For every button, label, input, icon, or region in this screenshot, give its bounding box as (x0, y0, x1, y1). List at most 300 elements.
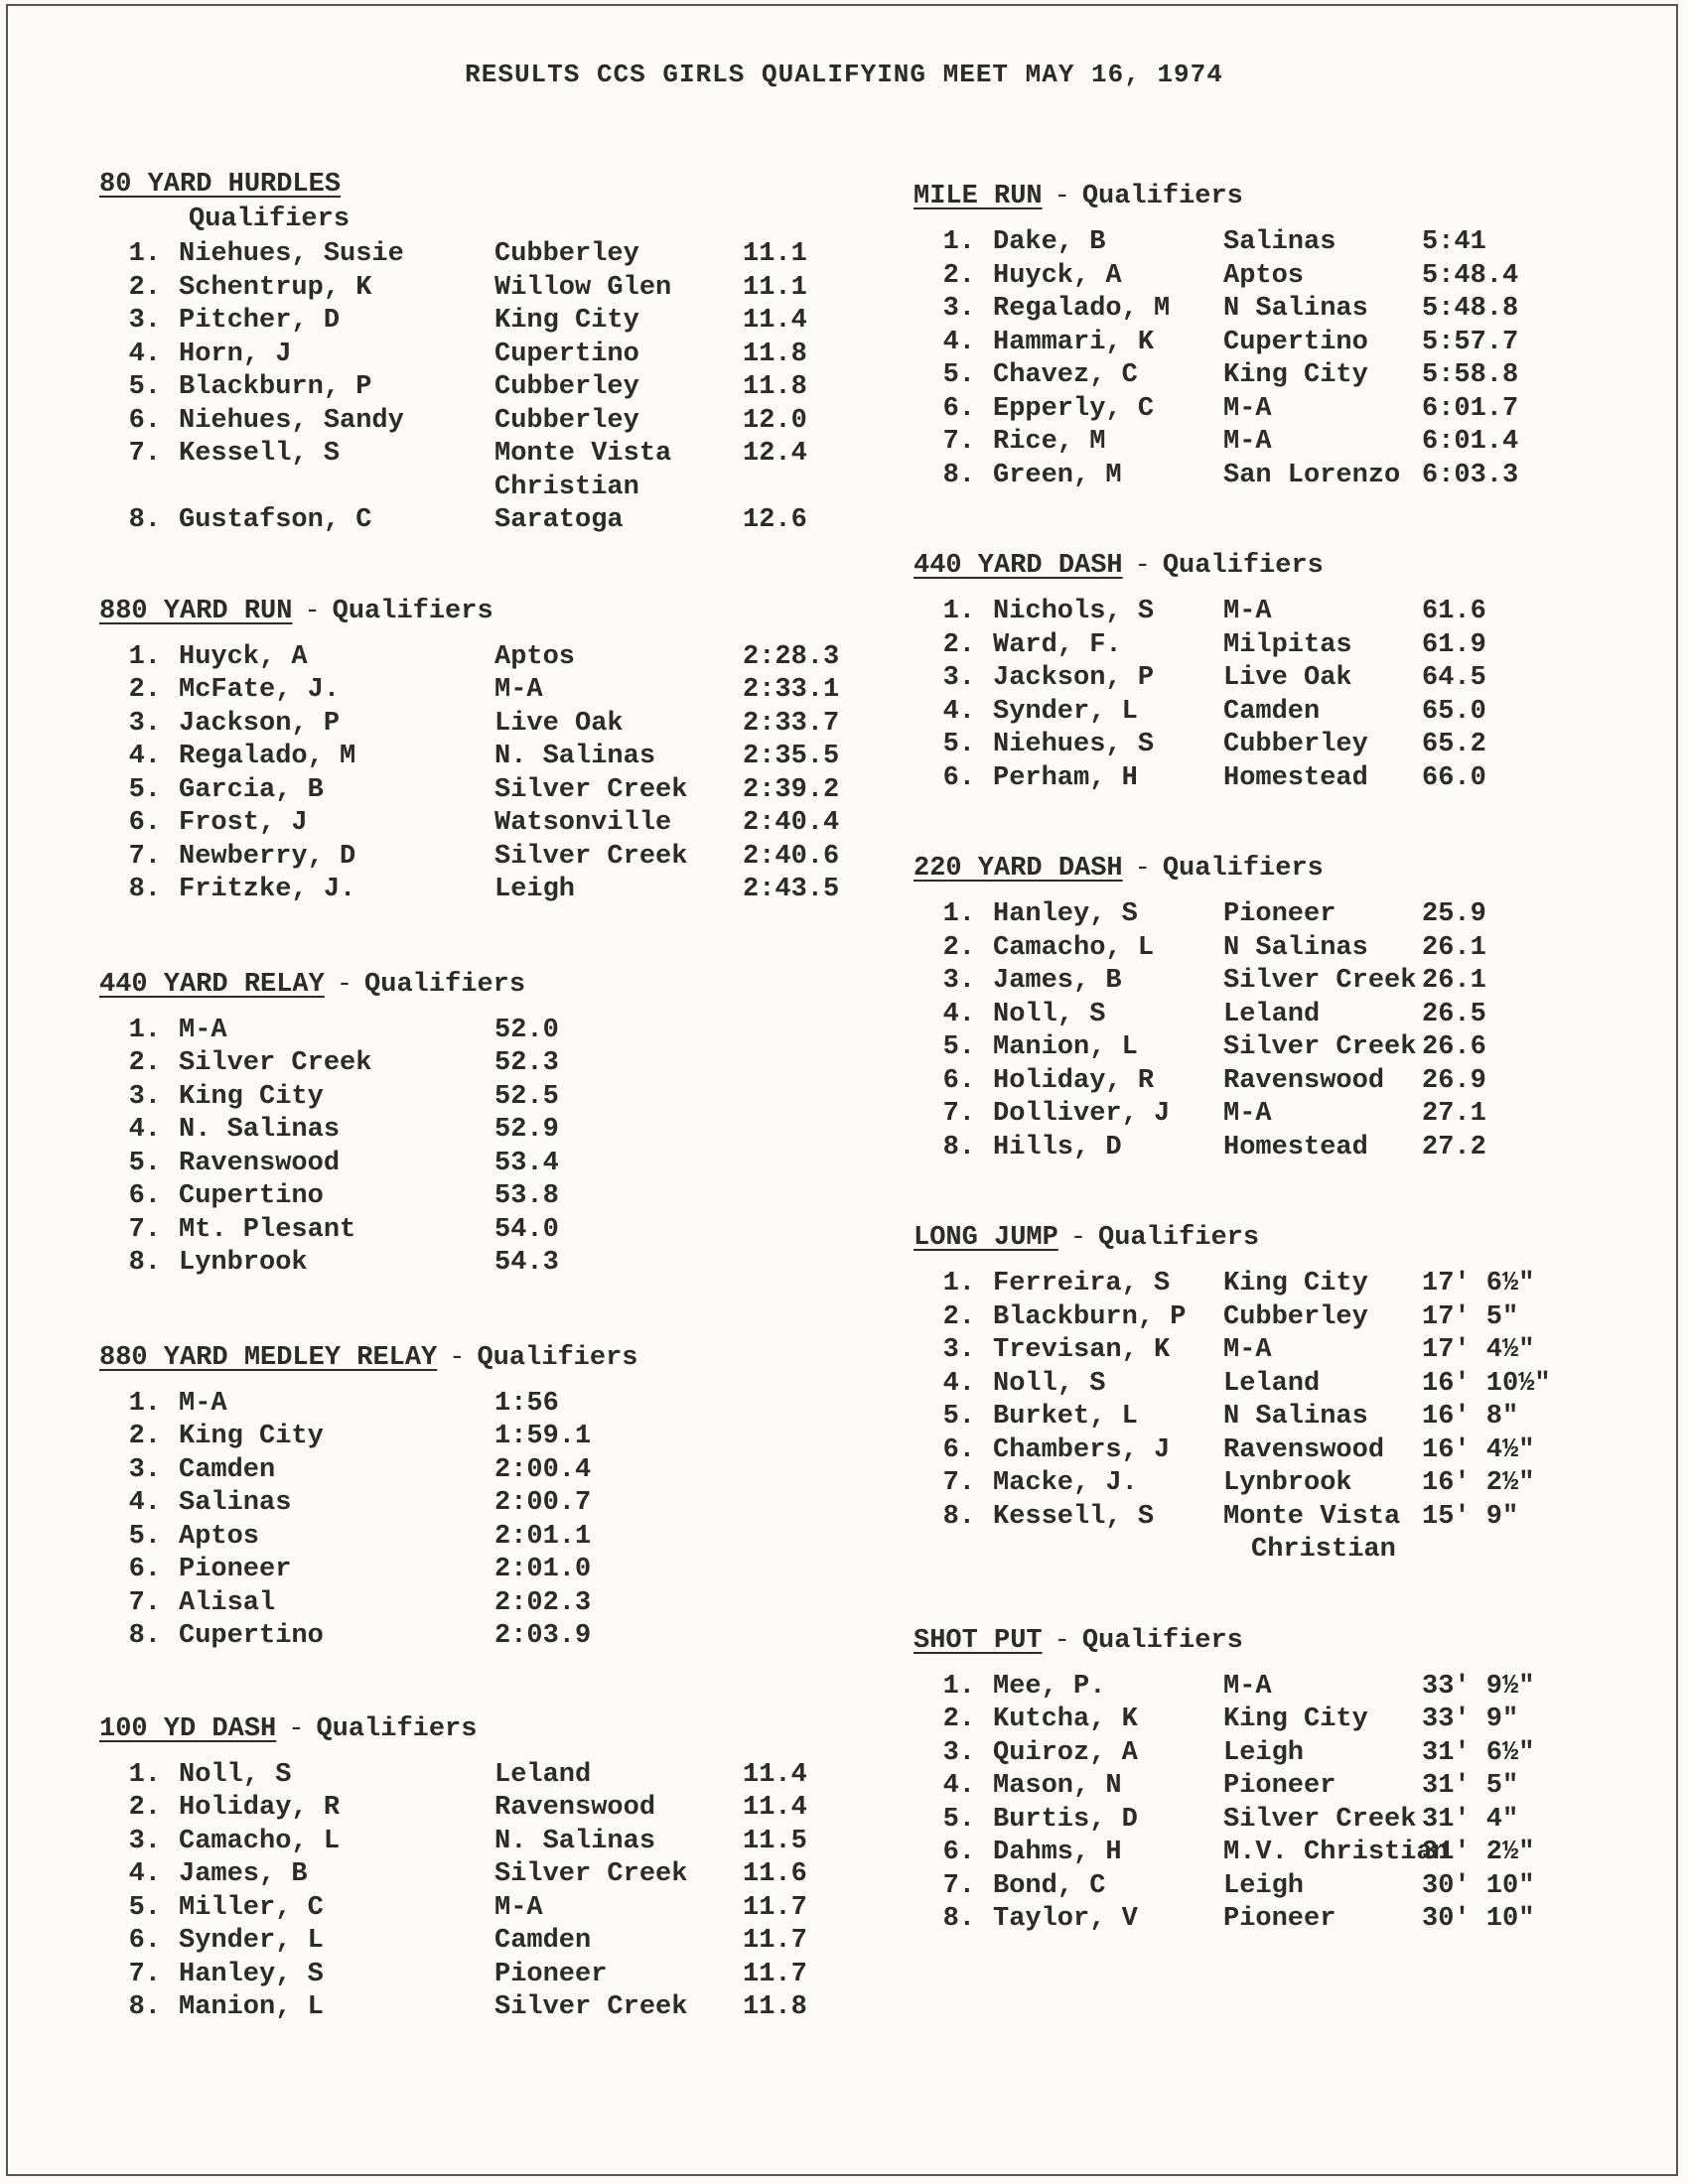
result-school: Camden (179, 1454, 276, 1485)
result-row (99, 774, 854, 808)
result-school: Camden (494, 1926, 592, 1956)
event-separator: - (288, 1713, 305, 1744)
result-mark: 12.6 (743, 505, 807, 535)
event-220-yard-dash (914, 851, 1638, 1164)
result-row (914, 1434, 1638, 1468)
result-mark: 5:57.7 (1422, 327, 1519, 357)
event-header (914, 548, 1638, 584)
result-place: 5. (128, 372, 161, 402)
result-row (914, 293, 1638, 327)
result-mark: 52.5 (494, 1081, 559, 1112)
result-school: Silver Creek (1223, 966, 1417, 996)
result-mark: 26.6 (1422, 1032, 1486, 1062)
result-school: Live Oak (494, 708, 624, 739)
event-header (914, 179, 1638, 214)
result-row (914, 1704, 1638, 1737)
result-place: 3. (942, 1737, 975, 1768)
result-mark: 5:58.8 (1422, 360, 1519, 390)
result-place: 1. (128, 641, 161, 672)
event-name: 880 YARD RUN (99, 596, 293, 626)
result-mark: 11.6 (743, 1859, 807, 1889)
result-mark: 31' 2½" (1422, 1838, 1535, 1867)
result-school: Ravenswood (1223, 1434, 1385, 1465)
result-athlete: Camacho, L (993, 932, 1155, 963)
results-list (99, 1015, 854, 1281)
result-place: 5. (128, 1892, 161, 1923)
result-row (99, 438, 854, 472)
result-place: 2. (942, 1705, 975, 1734)
result-row (99, 1015, 854, 1048)
result-athlete: Blackburn, P (179, 372, 372, 402)
result-athlete: Mee, P. (993, 1671, 1106, 1702)
result-row (914, 629, 1638, 663)
result-mark: 26.1 (1422, 966, 1486, 996)
result-place: 1. (942, 1269, 975, 1298)
result-athlete: Holiday, R (179, 1793, 341, 1823)
result-mark: 16' 2½" (1422, 1468, 1535, 1498)
result-place: 3. (942, 663, 975, 693)
result-school-line2: Christian (494, 472, 639, 502)
result-school: Aptos (494, 641, 576, 672)
result-school: Cubberley (494, 372, 639, 402)
result-athlete: Synder, L (179, 1926, 324, 1956)
result-row (99, 1959, 854, 1992)
event-qualifiers-label: Qualifiers (1081, 182, 1243, 211)
result-place: 4. (128, 339, 161, 369)
result-school: Live Oak (1223, 663, 1352, 693)
result-athlete: Camacho, L (179, 1826, 341, 1856)
result-place: 6. (128, 1926, 161, 1956)
result-school: Cubberley (1223, 1301, 1368, 1332)
result-school: Leigh (1223, 1870, 1305, 1901)
result-place: 2. (128, 675, 161, 705)
result-athlete: Fritzke, J. (179, 875, 356, 904)
result-row (99, 1892, 854, 1926)
result-athlete: Noll, S (993, 1368, 1106, 1399)
result-place: 2. (128, 1048, 161, 1078)
result-row (914, 1401, 1638, 1434)
result-place: 8. (942, 460, 975, 490)
event-header (99, 167, 854, 203)
result-athlete: Manion, L (993, 1032, 1138, 1062)
result-place: 4. (942, 327, 975, 357)
results-list (99, 1388, 854, 1654)
result-athlete: Ward, F. (993, 629, 1122, 660)
event-name: 440 YARD RELAY (99, 969, 325, 1000)
result-athlete: Hammari, K (993, 327, 1155, 357)
result-place: 7. (128, 841, 161, 872)
spacer (169, 472, 494, 505)
result-mark: 11.7 (743, 1892, 807, 1923)
result-mark: 5:48.4 (1422, 260, 1519, 291)
result-school: Silver Creek (179, 1048, 372, 1078)
result-row (914, 1671, 1638, 1705)
result-school: Leigh (494, 875, 576, 904)
result-row (99, 1759, 854, 1793)
event-mile-run (914, 179, 1638, 492)
event-header (99, 1711, 854, 1747)
result-place: 1. (942, 1671, 975, 1702)
event-separator: - (1054, 182, 1070, 211)
result-athlete: Kutcha, K (993, 1705, 1138, 1734)
event-80-yard-hurdles (99, 167, 854, 538)
result-place: 8. (128, 1248, 161, 1278)
result-athlete: Green, M (993, 460, 1122, 490)
result-school: M-A (179, 1388, 227, 1419)
result-place: 3. (942, 1335, 975, 1365)
result-school: Cupertino (1223, 327, 1368, 357)
result-school: Cubberley (494, 239, 639, 269)
result-school: Pioneer (179, 1555, 292, 1584)
event-separator: - (304, 596, 321, 626)
result-row (99, 807, 854, 841)
event-qualifiers-label: Qualifiers (1081, 1625, 1243, 1656)
result-row (914, 696, 1638, 730)
result-place: 6. (942, 1434, 975, 1465)
result-school: Homestead (1223, 1132, 1368, 1162)
result-school: Cubberley (1223, 730, 1368, 759)
result-athlete: Bond, C (993, 1870, 1106, 1901)
result-school: Monte Vista (1223, 1501, 1401, 1532)
result-mark: 11.4 (743, 1759, 807, 1790)
result-mark: 2:01.1 (494, 1521, 592, 1552)
result-mark: 31' 5" (1422, 1771, 1519, 1801)
result-school: Leigh (1223, 1737, 1305, 1768)
result-row (99, 1991, 854, 2025)
result-athlete: Macke, J. (993, 1468, 1138, 1498)
result-place: 2. (942, 1301, 975, 1332)
result-row (99, 504, 854, 538)
result-school: Lynbrook (179, 1248, 308, 1278)
result-school: M-A (494, 675, 543, 705)
result-mark: 25.9 (1422, 899, 1486, 929)
result-mark: 17' 4½" (1422, 1335, 1535, 1365)
result-athlete: Regalado, M (179, 742, 356, 771)
result-school: N. Salinas (179, 1115, 341, 1145)
result-school: King City (179, 1081, 324, 1112)
result-mark: 6:01.4 (1422, 427, 1519, 457)
result-mark: 1:56 (494, 1388, 559, 1419)
result-place: 5. (128, 1521, 161, 1552)
result-mark: 2:00.7 (494, 1488, 592, 1518)
event-100-yd-dash (99, 1711, 854, 2025)
result-row (99, 741, 854, 774)
result-mark: 26.1 (1422, 932, 1486, 963)
result-place: 4. (128, 1859, 161, 1889)
result-row (914, 1334, 1638, 1368)
result-school: M-A (1223, 427, 1272, 457)
event-qualifiers-label: Qualifiers (1098, 1223, 1260, 1253)
result-athlete: Huyck, A (993, 260, 1122, 291)
result-school: Ravenswood (179, 1148, 341, 1178)
result-mark: 2:40.4 (743, 808, 840, 838)
result-row (99, 1047, 854, 1081)
result-athlete: Hills, D (993, 1132, 1122, 1162)
result-row (99, 1180, 854, 1214)
result-school: Ravenswood (494, 1793, 656, 1823)
result-athlete: Perham, H (993, 762, 1138, 793)
result-mark: 61.6 (1422, 597, 1486, 626)
event-header (914, 851, 1638, 887)
result-place: 2. (128, 272, 161, 303)
result-athlete: Ferreira, S (993, 1269, 1171, 1298)
result-athlete: Chavez, C (993, 360, 1138, 390)
result-row (914, 1870, 1638, 1904)
result-place: 7. (942, 1468, 975, 1498)
result-row (914, 999, 1638, 1032)
result-place: 1. (942, 597, 975, 626)
result-athlete: Chambers, J (993, 1434, 1171, 1465)
result-school: Lynbrook (1223, 1468, 1352, 1498)
result-mark: 12.0 (743, 405, 807, 436)
event-long-jump (914, 1220, 1638, 1568)
result-place: 5. (942, 1032, 975, 1062)
result-row-continuation (99, 472, 854, 505)
result-place: 2. (942, 932, 975, 963)
result-row (99, 708, 854, 742)
result-row (914, 729, 1638, 762)
result-athlete: Regalado, M (993, 294, 1171, 324)
result-athlete: Quiroz, A (993, 1737, 1138, 1768)
results-list (914, 226, 1638, 492)
result-row (99, 1587, 854, 1621)
result-school: Silver Creek (1223, 1804, 1417, 1835)
result-row (914, 226, 1638, 260)
result-athlete: Garcia, B (179, 774, 324, 805)
result-mark: 52.9 (494, 1115, 559, 1145)
event-separator: - (336, 969, 353, 1000)
result-place: 3. (128, 1826, 161, 1856)
result-mark: 2:03.9 (494, 1621, 592, 1651)
result-row (914, 260, 1638, 294)
result-place: 3. (128, 306, 161, 336)
result-place: 6. (128, 1555, 161, 1584)
result-school: M-A (1223, 597, 1272, 626)
result-school: M-A (494, 1892, 543, 1923)
event-qualifiers-label: Qualifiers (332, 596, 493, 626)
result-row (914, 460, 1638, 493)
result-mark: 2:40.6 (743, 841, 840, 872)
event-qualifiers-label: Qualifiers (364, 969, 526, 1000)
spacer (914, 1534, 983, 1568)
result-place: 2. (128, 1793, 161, 1823)
result-place: 1. (128, 1759, 161, 1790)
result-row (99, 1148, 854, 1181)
result-mark: 53.4 (494, 1148, 559, 1178)
result-school: N Salinas (1223, 932, 1368, 963)
result-mark: 2:28.3 (743, 641, 840, 672)
result-row (914, 596, 1638, 629)
result-school: Leland (1223, 999, 1321, 1029)
result-row (914, 1737, 1638, 1771)
result-mark: 64.5 (1422, 663, 1486, 693)
results-list (99, 1759, 854, 2025)
event-separator: - (449, 1342, 466, 1373)
result-school: Watsonville (494, 808, 672, 838)
results-list (914, 1268, 1638, 1568)
result-school: Cupertino (494, 339, 639, 369)
result-row (99, 405, 854, 439)
result-school: Silver Creek (494, 1992, 688, 2022)
result-mark: 53.8 (494, 1181, 559, 1211)
result-school: King City (1223, 1705, 1368, 1734)
result-mark: 2:33.7 (743, 708, 840, 739)
result-school: Leland (494, 1759, 592, 1790)
result-athlete: Pitcher, D (179, 306, 341, 336)
result-school: Silver Creek (494, 774, 688, 805)
result-row (99, 841, 854, 875)
result-row (99, 674, 854, 708)
result-athlete: Mason, N (993, 1771, 1122, 1801)
event-name: MILE RUN (914, 182, 1043, 211)
result-place: 7. (942, 427, 975, 457)
result-mark: 2:43.5 (743, 875, 840, 904)
result-place: 7. (128, 1587, 161, 1618)
result-place: 3. (128, 1081, 161, 1112)
result-mark: 12.4 (743, 439, 807, 469)
result-athlete: Dake, B (993, 227, 1106, 257)
result-mark: 26.5 (1422, 999, 1486, 1029)
result-place: 3. (128, 708, 161, 739)
result-place: 6. (942, 1065, 975, 1096)
result-school: San Lorenzo (1223, 460, 1401, 490)
event-header (914, 1623, 1638, 1659)
result-athlete: Jackson, P (179, 708, 341, 739)
result-place: 8. (128, 875, 161, 904)
result-mark: 52.3 (494, 1048, 559, 1078)
event-name: 80 YARD HURDLES (99, 170, 342, 200)
result-mark: 27.1 (1422, 1099, 1486, 1129)
result-athlete: Epperly, C (993, 393, 1155, 424)
result-mark: 65.2 (1422, 730, 1486, 759)
result-mark: 17' 5" (1422, 1301, 1519, 1332)
result-mark: 31' 4" (1422, 1804, 1519, 1835)
result-row-continuation (914, 1534, 1638, 1568)
result-athlete: Niehues, S (993, 730, 1155, 759)
result-mark: 11.8 (743, 339, 807, 369)
result-mark: 2:02.3 (494, 1587, 592, 1618)
event-qualifiers-label: Qualifiers (477, 1342, 638, 1373)
result-row (99, 1554, 854, 1587)
result-school: N. Salinas (494, 1826, 656, 1856)
result-mark: 31' 6½" (1422, 1737, 1535, 1768)
result-mark: 2:01.0 (494, 1555, 592, 1584)
result-mark: 30' 10" (1422, 1870, 1535, 1901)
result-row (914, 965, 1638, 999)
event-header (99, 594, 854, 629)
document-title: RESULTS CCS GIRLS QUALIFYING MEET MAY 16, 1974 (465, 60, 1223, 89)
result-school: Silver Creek (1223, 1032, 1417, 1062)
result-row (99, 1214, 854, 1248)
result-place: 5. (942, 1402, 975, 1432)
result-school: King City (494, 306, 639, 336)
event-880-yard-medley-relay (99, 1340, 854, 1654)
result-school: Cubberley (494, 405, 639, 436)
result-school: M-A (1223, 1099, 1272, 1129)
result-school: Salinas (1223, 227, 1336, 257)
result-athlete: Synder, L (993, 696, 1138, 727)
result-row (99, 1925, 854, 1959)
result-row (914, 1770, 1638, 1804)
result-place: 1. (128, 1015, 161, 1045)
result-mark: 16' 10½" (1422, 1368, 1551, 1399)
event-qualifiers-label: Qualifiers (1162, 854, 1324, 884)
result-row (914, 1098, 1638, 1132)
result-school: Homestead (1223, 762, 1368, 793)
result-school: Monte Vista (494, 439, 672, 469)
result-row (99, 1081, 854, 1115)
result-row (99, 272, 854, 306)
result-school: Ravenswood (1223, 1065, 1385, 1096)
event-440-yard-relay (99, 967, 854, 1281)
result-place: 3. (942, 294, 975, 324)
result-school: Silver Creek (494, 1859, 688, 1889)
result-school: Alisal (179, 1587, 276, 1618)
result-school-line2: Christian (1251, 1535, 1396, 1565)
result-place: 1. (942, 899, 975, 929)
event-separator: - (1134, 551, 1151, 581)
result-athlete: Noll, S (179, 1759, 292, 1790)
result-athlete: Schentrup, K (179, 272, 372, 303)
result-place: 4. (128, 1115, 161, 1145)
result-athlete: Blackburn, P (993, 1301, 1187, 1332)
result-athlete: Niehues, Susie (179, 239, 404, 269)
result-row (914, 898, 1638, 932)
result-place: 4. (942, 999, 975, 1029)
result-athlete: Kessell, S (993, 1501, 1155, 1532)
result-row (99, 641, 854, 675)
result-mark: 52.0 (494, 1015, 559, 1045)
result-row (99, 339, 854, 372)
result-row (914, 1031, 1638, 1065)
results-list (914, 1671, 1638, 1937)
result-row (914, 426, 1638, 460)
result-place: 2. (942, 629, 975, 660)
result-school: Saratoga (494, 505, 624, 535)
result-school: Pioneer (1223, 1904, 1336, 1934)
result-mark: 6:03.3 (1422, 460, 1519, 490)
result-place: 6. (942, 393, 975, 424)
result-row (914, 1903, 1638, 1937)
result-row (99, 1421, 854, 1454)
event-qualifiers-label: Qualifiers (316, 1713, 478, 1744)
right-column (914, 179, 1638, 1937)
event-shot-put (914, 1623, 1638, 1937)
result-mark: 2:33.1 (743, 675, 840, 705)
result-athlete: Rice, M (993, 427, 1106, 457)
result-athlete: Kessell, S (179, 439, 341, 469)
result-place: 2. (128, 1422, 161, 1451)
result-mark: 11.4 (743, 1793, 807, 1823)
result-mark: 54.3 (494, 1248, 559, 1278)
result-row (99, 874, 854, 907)
event-name: SHOT PUT (914, 1625, 1043, 1656)
result-school: M-A (1223, 1335, 1272, 1365)
result-row (99, 1487, 854, 1521)
result-place: 8. (128, 1621, 161, 1651)
result-place: 6. (128, 405, 161, 436)
result-athlete: Noll, S (993, 999, 1106, 1029)
result-place: 4. (942, 1771, 975, 1801)
result-row (99, 371, 854, 405)
result-place: 6. (942, 1838, 975, 1867)
result-place: 4. (128, 1488, 161, 1518)
spacer (99, 472, 169, 505)
result-athlete: Manion, L (179, 1992, 324, 2022)
result-athlete: Huyck, A (179, 641, 308, 672)
result-mark: 66.0 (1422, 762, 1486, 793)
event-separator: - (1069, 1223, 1087, 1253)
